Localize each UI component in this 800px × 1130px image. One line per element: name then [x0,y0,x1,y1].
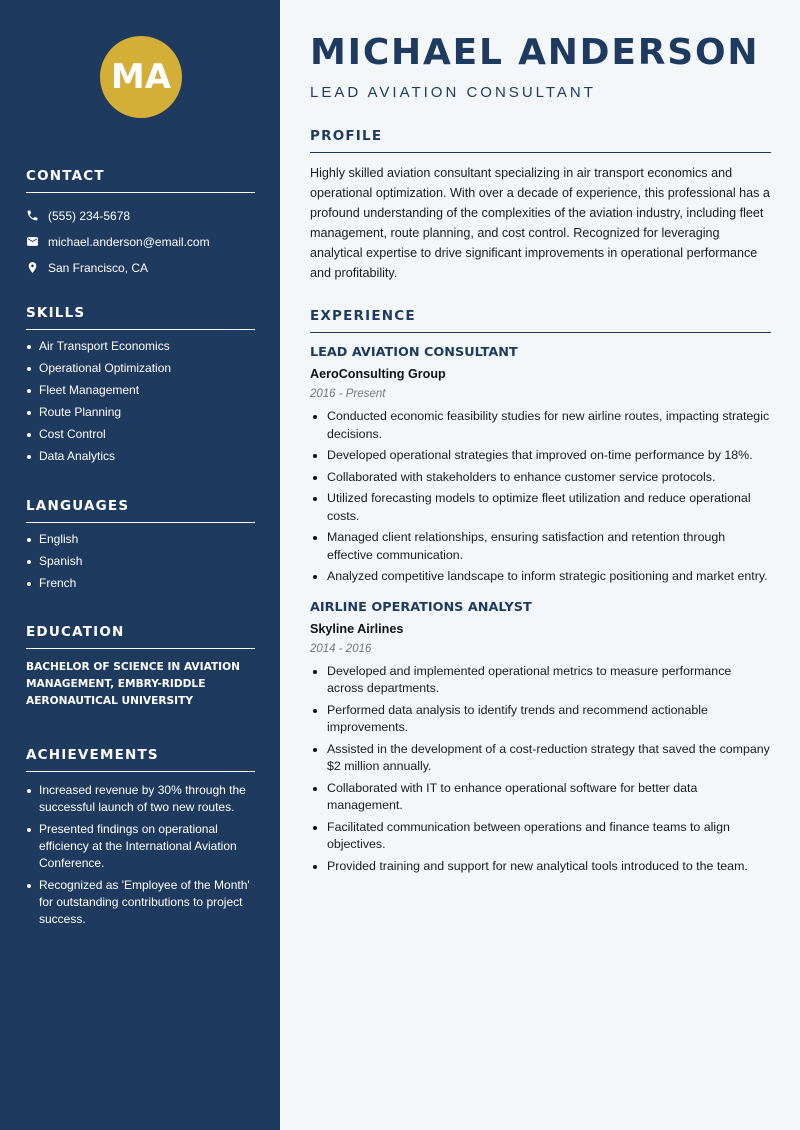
languages-section [26,498,255,597]
skills-section [26,305,255,470]
list-item: Performed data analysis to identify trends and recommend actionable improvements. [310,702,771,737]
list-item: Air Transport Economics [26,338,255,355]
list-item: Provided training and support for new analytical tools introduced to the team. [310,858,771,876]
skills-list [26,338,255,465]
education-degree: BACHELOR OF SCIENCE IN AVIATION MANAGEMENT, EMBRY-RIDDLE AERONAUTICAL UNIVERSITY [26,661,240,707]
list-item: Presented findings on operational efficiency at the International Aviation Conference. [26,821,255,872]
candidate-name: MICHAEL ANDERSON [310,32,760,73]
education-section [26,624,255,710]
achievements-heading: ACHIEVEMENTS [26,747,255,772]
list-item: English [26,531,255,548]
contact-email [26,229,255,255]
list-item: Analyzed competitive landscape to inform strategic positioning and market entry. [310,568,771,586]
job-dates: 2014 - 2016 [310,642,372,655]
list-item: Facilitated communication between operations and finance teams to align objectives. [310,819,771,854]
list-item: Developed and implemented operational metrics to measure performance across departments. [310,663,771,698]
list-item: Route Planning [26,404,255,421]
job-company: Skyline Airlines [310,621,404,636]
list-item: Collaborated with stakeholders to enhance customer service protocols. [310,469,771,487]
list-item: Data Analytics [26,448,255,465]
profile-text: Highly skilled aviation consultant specializing in air transport economics and operational optimization. With over a decade of experience, this professional has a profound understanding of the complexities of the aviation industry, including fleet management, route planning, and cost control. Recognized for leveraging analytical expertise to drive significant improvements in operational performance and profitability. [310,166,770,280]
job-company: AeroConsulting Group [310,367,446,381]
list-item: Operational Optimization [26,360,255,377]
list-item: Cost Control [26,426,255,443]
list-item: Increased revenue by 30% through the successful launch of two new routes. [26,782,255,816]
job-bullets [310,663,771,876]
job-dates: 2016 - Present [310,388,386,400]
mail-icon [26,235,40,249]
location-pin-icon [26,261,40,275]
list-item: Fleet Management [26,382,255,399]
job-bullets [310,408,771,586]
list-item: Developed operational strategies that improved on-time performance by 18%. [310,447,771,465]
experience-heading: EXPERIENCE [310,308,771,333]
list-item: Assisted in the development of a cost-reduction strategy that saved the company $2 million annually. [310,741,771,776]
list-item: Spanish [26,553,255,570]
contact-phone [26,203,255,229]
phone-text[interactable]: (555) 234-5678 [48,209,131,223]
list-item: French [26,575,255,592]
list-item: Recognized as 'Employee of the Month' for outstanding contributions to project success. [26,877,255,928]
list-item: Conducted economic feasibility studies for new airline routes, impacting strategic decisions. [310,408,771,443]
job-entry [310,345,771,586]
job-role: LEAD AVIATION CONSULTANT [310,345,518,360]
profile-heading: PROFILE [310,128,771,153]
skills-heading: SKILLS [26,305,255,330]
job-entry [310,600,771,876]
list-item: Managed client relationships, ensuring satisfaction and retention through effective communication. [310,529,771,564]
phone-icon [26,209,40,223]
languages-list [26,531,255,592]
contact-section [26,168,255,281]
email-text[interactable]: michael.anderson@email.com [48,235,210,249]
sidebar [0,0,280,1130]
achievements-section [26,747,255,933]
candidate-title: LEAD AVIATION CONSULTANT [310,84,596,101]
list-item: Collaborated with IT to enhance operational software for better data management. [310,780,771,815]
achievements-list [26,782,255,928]
avatar [100,36,182,118]
contact-location [26,255,255,281]
job-role: AIRLINE OPERATIONS ANALYST [310,599,532,615]
avatar-initials: MA [110,57,172,97]
contact-heading: CONTACT [26,168,255,193]
languages-heading: LANGUAGES [26,498,255,523]
list-item: Utilized forecasting models to optimize fleet utilization and reduce operational costs. [310,490,771,525]
education-heading: EDUCATION [26,624,255,649]
experience-section [310,308,771,879]
profile-section [310,128,771,296]
location-text: San Francisco, CA [48,261,149,275]
